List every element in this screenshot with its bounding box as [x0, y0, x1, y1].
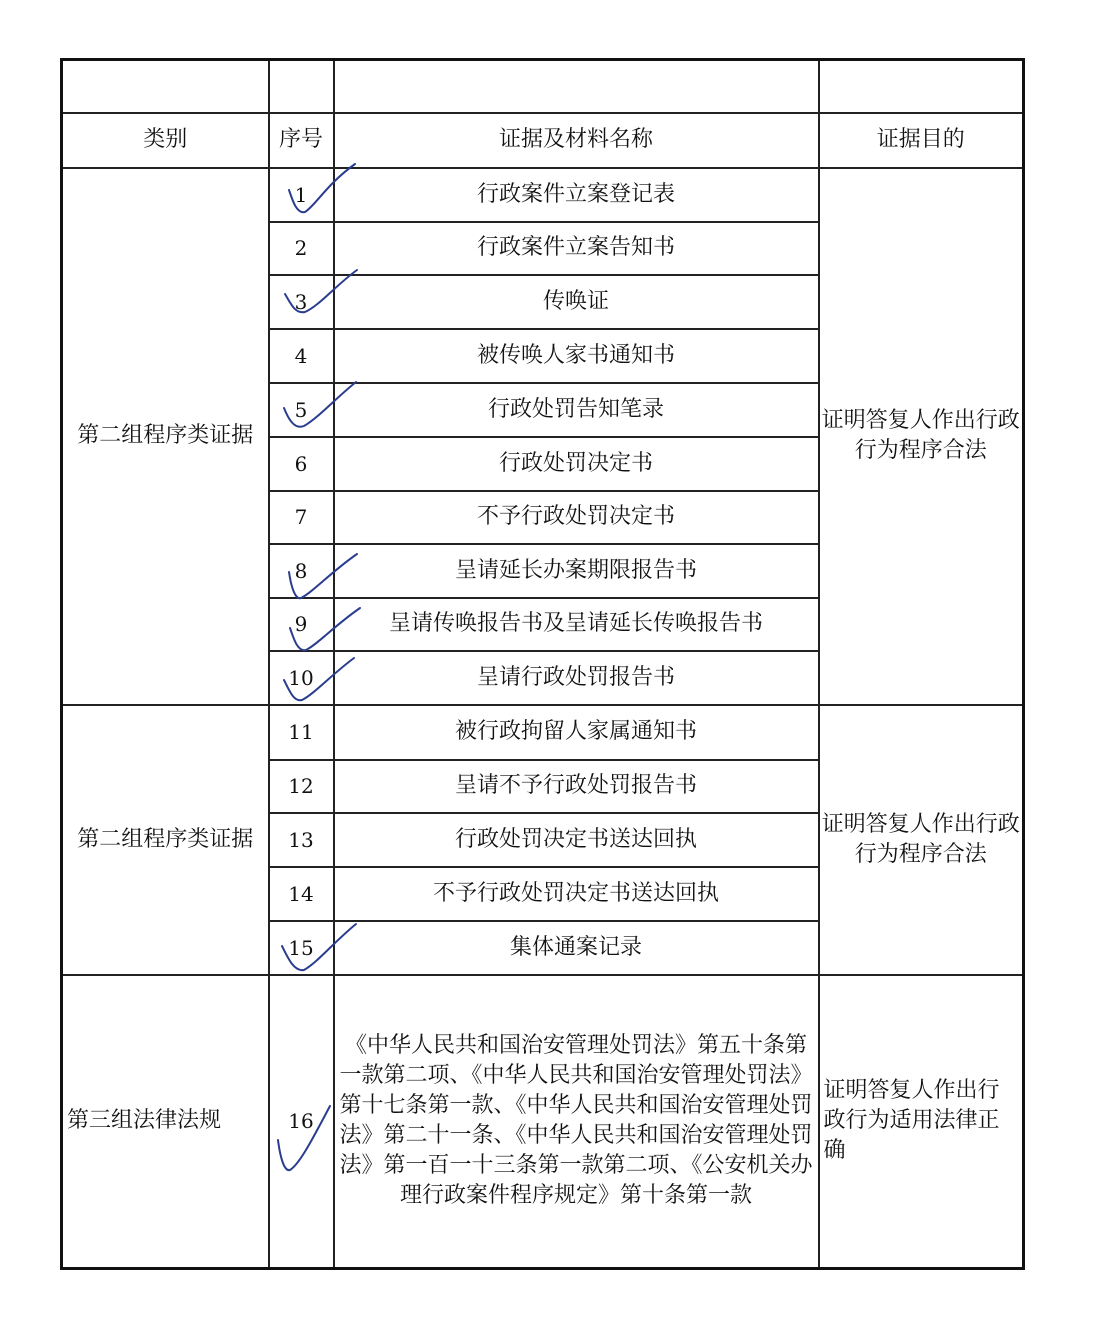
header-name: 证据及材料名称: [334, 113, 819, 168]
name-cell: 被传唤人家书通知书: [334, 329, 819, 383]
purpose-cell: 证明答复人作出行政行为程序合法: [819, 705, 1024, 975]
name-cell: 行政处罚告知笔录: [334, 383, 819, 437]
purpose-cell: 证明答复人作出行政行为程序合法: [819, 168, 1024, 705]
name-cell: 集体通案记录: [334, 921, 819, 975]
name-cell: 不予行政处罚决定书: [334, 491, 819, 544]
number-cell: 10: [269, 651, 334, 705]
name-cell: 被行政拘留人家属通知书: [334, 705, 819, 760]
number-cell: 14: [269, 867, 334, 921]
header-number: 序号: [269, 113, 334, 168]
number-cell: 5: [269, 383, 334, 437]
number-cell: 8: [269, 544, 334, 598]
name-cell: 呈请传唤报告书及呈请延长传唤报告书: [334, 598, 819, 651]
blank-top-row: [62, 60, 1024, 113]
category-cell: 第三组法律法规: [62, 975, 269, 1269]
number-cell: 16: [269, 975, 334, 1269]
name-cell: 行政处罚决定书: [334, 437, 819, 491]
law-citation-cell: 《中华人民共和国治安管理处罚法》第五十条第一款第二项、《中华人民共和国治安管理处罚法》第十七条第一款、《中华人民共和国治安管理处罚法》第二十一条、《中华人民共和国治安管理处罚法》第一百一十三条第一款第二项、《公安机关办理行政案件程序规定》第十条第一款: [334, 975, 819, 1269]
category-cell: 第二组程序类证据: [62, 168, 269, 705]
blank-cell: [334, 60, 819, 113]
number-cell: 2: [269, 222, 334, 275]
evidence-table: [60, 58, 1025, 1270]
name-cell: 传唤证: [334, 275, 819, 329]
number-cell: 9: [269, 598, 334, 651]
name-cell: 行政案件立案登记表: [334, 168, 819, 222]
header-category: 类别: [62, 113, 269, 168]
table-row: [62, 168, 1024, 222]
number-cell: 7: [269, 491, 334, 544]
name-cell: 呈请行政处罚报告书: [334, 651, 819, 705]
number-cell: 12: [269, 760, 334, 813]
blank-cell: [819, 60, 1024, 113]
name-cell: 不予行政处罚决定书送达回执: [334, 867, 819, 921]
name-cell: 行政处罚决定书送达回执: [334, 813, 819, 867]
number-cell: 15: [269, 921, 334, 975]
number-cell: 3: [269, 275, 334, 329]
number-cell: 13: [269, 813, 334, 867]
name-cell: 行政案件立案告知书: [334, 222, 819, 275]
blank-cell: [62, 60, 269, 113]
header-row: [62, 113, 1024, 168]
number-cell: 1: [269, 168, 334, 222]
blank-cell: [269, 60, 334, 113]
header-purpose: 证据目的: [819, 113, 1024, 168]
name-cell: 呈请延长办案期限报告书: [334, 544, 819, 598]
number-cell: 11: [269, 705, 334, 760]
purpose-cell: 证明答复人作出行政行为适用法律正确: [819, 975, 1024, 1269]
number-cell: 4: [269, 329, 334, 383]
table-row: [62, 975, 1024, 1269]
number-cell: 6: [269, 437, 334, 491]
category-cell: 第二组程序类证据: [62, 705, 269, 975]
name-cell: 呈请不予行政处罚报告书: [334, 760, 819, 813]
table-row: [62, 705, 1024, 760]
